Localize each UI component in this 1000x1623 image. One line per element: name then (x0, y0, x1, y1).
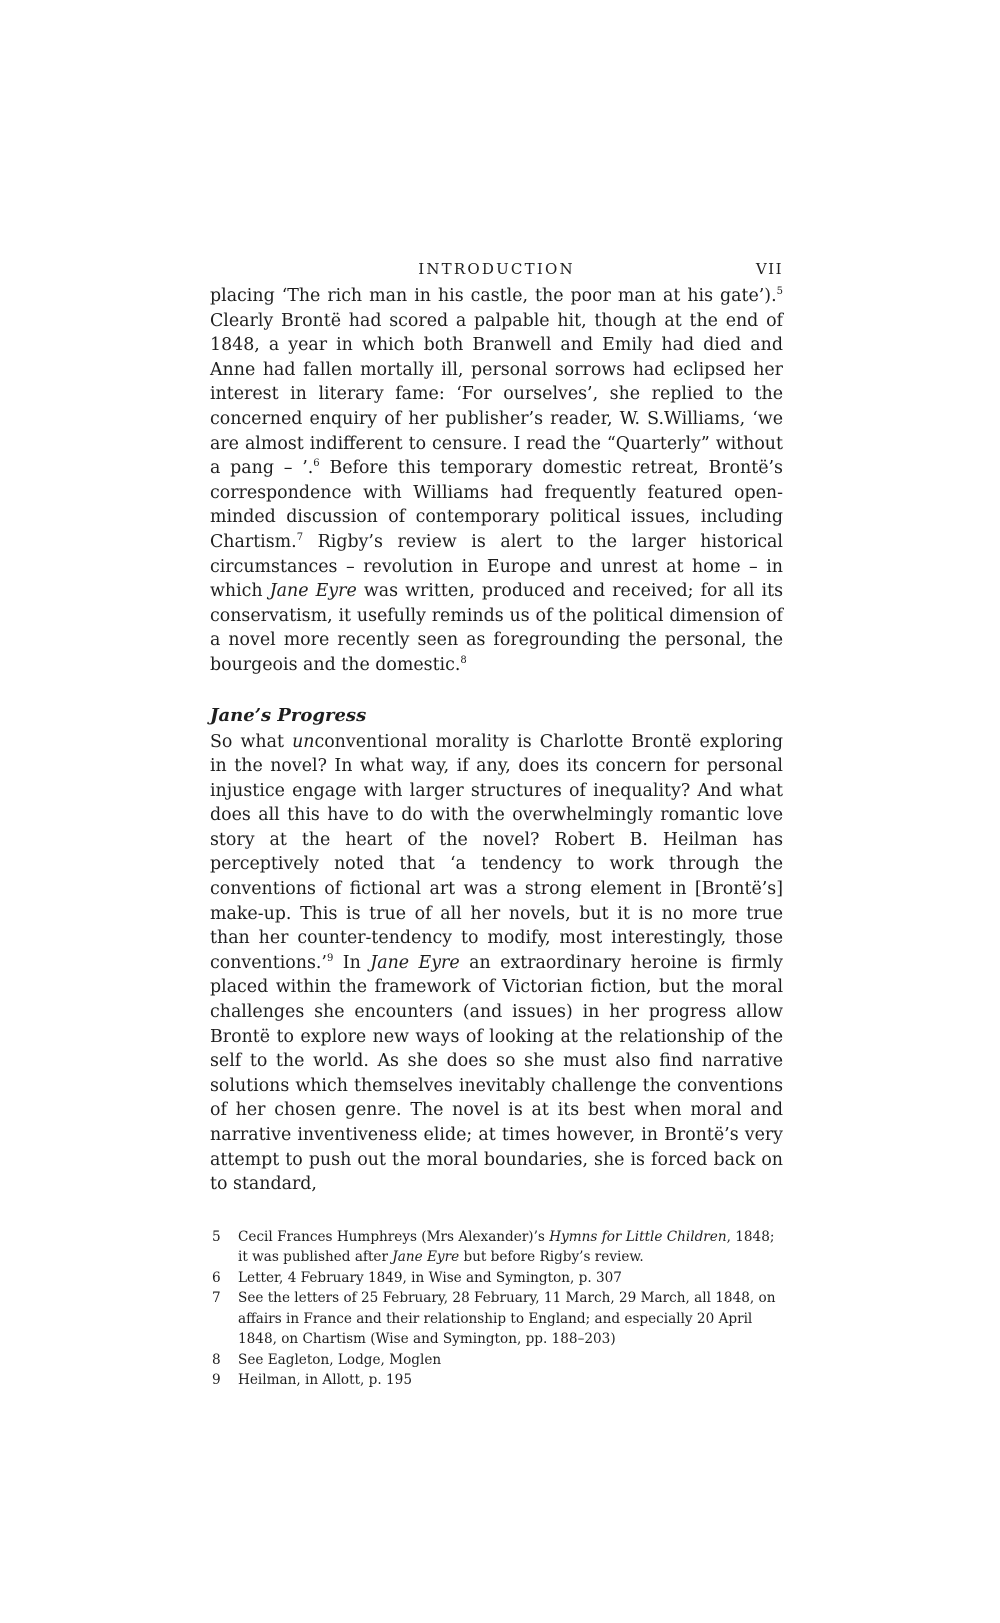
paragraph-2-text-d: an extraordinary heroine is firmly placed within the framework of Victorian fiction, but the moral challenges she encounters (and issues) in her progress allow Brontë to explore new ways of looking at the relationship of the self to the world. As she does so she must also find narrative solutions which themselves inevitably challenge the conventions of her chosen genre. The novel is at its best when moral and narrative inventiveness elide; at times however, in Brontë’s very attempt to push out the moral boundaries, she is forced back on to standard, (210, 952, 783, 1195)
footnote (210, 1350, 783, 1371)
footnote-text (238, 1227, 783, 1268)
footnotes (210, 1227, 783, 1391)
paragraph-2-text-a: So what (210, 731, 293, 752)
footnote-text: Heilman, in Allott, p. 195 (238, 1372, 412, 1389)
emphasis-italic: un (292, 731, 315, 752)
footnote (210, 1370, 783, 1391)
footnote-ref-5: 5 (776, 286, 783, 297)
footnote-text-part: , 1848; it was published after (238, 1228, 775, 1266)
running-title: INTRODUCTION (418, 260, 575, 278)
footnote-text-part: Cecil Frances Humphreys (Mrs Alexander)’s (238, 1228, 550, 1245)
footnote-ref-8: 8 (460, 654, 467, 666)
paragraph-1-text-d: Rigby’s review is alert to the larger historical circumstances – revolution in Europe and unrest at home – in which (210, 531, 783, 602)
paragraph-1-text-c: Before this temporary domestic retreat, Brontë’s correspondence with Williams had frequently featured open-minded discussion of contemporary political issues, including Chartism. (210, 458, 783, 552)
paragraph-1-text-b: Clearly Brontë had scored a palpable hit, though at the end of 1848, a year in which both Branwell and Emily had died and Anne had fallen mortally ill, personal sorrows had eclipsed her interest in literary fame: ‘For ourselves’, she replied to the concerned enquiry of her publisher’s reader, W. S.Williams, ‘we are almost indifferent to censure. I read the “Quarterly” without a pang – ’. (210, 310, 783, 479)
footnote-text: See the letters of 25 February, 28 February, 11 March, 29 March, all 1848, on affairs in France and their relationship to England; and especially 20 April 1848, on Chartism (Wise and Symington, pp. 188–203) (238, 1290, 776, 1348)
footnote-text: Letter, 4 February 1849, in Wise and Symington, p. 307 (238, 1269, 622, 1286)
footnote-ref-7: 7 (296, 531, 304, 543)
footnote-text: See Eagleton, Lodge, Moglen (238, 1351, 442, 1368)
footnote-text-part: but before Rigby’s review. (459, 1249, 644, 1266)
body-text (210, 284, 783, 1197)
footnote (210, 1268, 783, 1289)
footnote-ref-6: 6 (313, 458, 320, 470)
paragraph-1-text-e: was written, produced and received; for all its conservatism, it usefully reminds us of the political dimension of a novel more recently seen as foregrounding the personal, the bourgeois and the domestic. (210, 581, 783, 675)
footnote-number: 6 (212, 1269, 221, 1286)
page-number: VII (755, 260, 783, 278)
paragraph-1 (210, 284, 783, 678)
footnote-number: 9 (212, 1372, 221, 1389)
paragraph-1-text-a: placing ‘The rich man in his castle, the poor man at his gate’). (210, 286, 777, 306)
footnote-number: 7 (212, 1290, 221, 1307)
section-heading: Jane’s Progress (210, 704, 367, 726)
book-title-italic: Jane Eyre (370, 952, 460, 973)
paragraph-2-text-b: conventional morality is Charlotte Brontë exploring in the novel? In what way, if any, does its concern for personal injustice engage with larger structures of inequality? And what does all this have to do with the overwhelmingly romantic love story at the heart of the novel? Robert B. Heilman has perceptively noted that ‘a tendency to work through the conventions of fictional art was a strong element in [Brontë’s] make-up. This is true of all her novels, but it is no more true than her counter-tendency to modify, most interestingly, those conventions.’ (210, 731, 783, 973)
paragraph-2 (210, 730, 783, 1197)
book-title-italic: Jane Eyre (269, 581, 357, 602)
footnote (210, 1288, 783, 1350)
paragraph-2-text-c: In (333, 952, 371, 973)
footnote-number: 8 (212, 1351, 221, 1368)
book-title-italic: Hymns for Little Children (549, 1228, 727, 1245)
book-page (210, 260, 783, 1391)
book-title-italic: Jane Eyre (392, 1249, 460, 1266)
footnote (210, 1227, 783, 1268)
footnote-number: 5 (212, 1228, 221, 1245)
running-head (210, 260, 783, 284)
footnote-ref-9: 9 (326, 952, 334, 964)
